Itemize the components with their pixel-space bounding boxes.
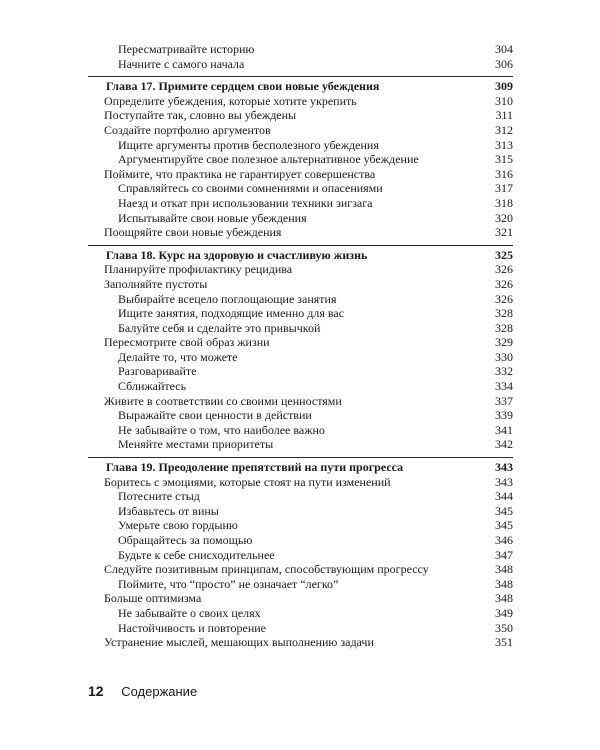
entry-title: Балуйте себя и сделайте это привычкой <box>118 320 321 335</box>
toc-entry <box>88 621 513 636</box>
entry-title: Меняйте местами приоритеты <box>118 437 274 452</box>
toc-entry <box>88 277 513 292</box>
page-ref: 317 <box>495 181 513 196</box>
toc-entry <box>88 196 513 211</box>
page-ref: 330 <box>495 349 513 364</box>
toc-entry <box>88 94 513 109</box>
page-ref: 350 <box>495 620 513 635</box>
toc-entry <box>88 518 513 533</box>
toc-entry <box>88 321 513 336</box>
toc-intro-entries <box>88 42 513 71</box>
page-ref: 310 <box>495 93 513 108</box>
chapter-header <box>88 245 513 263</box>
toc-entry <box>88 181 513 196</box>
entry-title: Аргументируйте свое полезное альтернативное убеждение <box>118 152 419 167</box>
entry-title: Выражайте свои ценности в действии <box>118 408 312 423</box>
page-ref: 341 <box>495 422 513 437</box>
entry-title: Будьте к себе снисходительнее <box>118 547 275 562</box>
page-ref: 348 <box>495 562 513 577</box>
entry-title: Настойчивость и повторение <box>118 620 267 635</box>
chapter-section <box>88 76 513 240</box>
page-ref: 304 <box>495 42 513 56</box>
entry-title: Поймите, что “просто” не означает “легко” <box>118 576 339 591</box>
toc-entry <box>88 57 513 72</box>
entry-title: Не забывайте о своих целях <box>118 605 261 620</box>
page-ref: 311 <box>495 108 513 123</box>
entry-title: Ищите аргументы против бесполезного убеждения <box>118 137 379 152</box>
page-ref: 337 <box>495 393 513 408</box>
page-ref: 326 <box>495 291 513 306</box>
toc-entry <box>88 379 513 394</box>
entry-title: Испытывайте свои новые убеждения <box>118 210 307 225</box>
page-ref: 316 <box>495 166 513 181</box>
entry-title: Делайте то, что можете <box>118 349 238 364</box>
toc-entry <box>88 475 513 490</box>
page-ref: 328 <box>495 320 513 335</box>
toc-entry <box>88 364 513 379</box>
toc-entry <box>88 42 513 57</box>
page-ref: 349 <box>495 605 513 620</box>
page-ref: 320 <box>495 210 513 225</box>
chapter-heading <box>88 248 513 263</box>
chapter-heading <box>88 460 513 475</box>
page-ref: 342 <box>495 437 513 452</box>
entry-title: Ищите занятия, подходящие именно для вас <box>118 306 345 321</box>
toc-entry <box>88 152 513 167</box>
toc-entry <box>88 533 513 548</box>
toc-entry <box>88 123 513 138</box>
page-footer <box>88 683 197 699</box>
page-ref: 326 <box>495 262 513 277</box>
page-ref: 347 <box>495 547 513 562</box>
chapter-title: Глава 19. Преодоление препятствий на пути прогресса <box>106 460 404 475</box>
toc-entry <box>88 489 513 504</box>
entry-title: Определите убеждения, которые хотите укрепить <box>104 93 357 108</box>
toc-entry <box>88 138 513 153</box>
page-ref: 329 <box>495 335 513 350</box>
page-ref: 306 <box>495 56 513 71</box>
page-ref: 339 <box>495 408 513 423</box>
page-ref: 315 <box>495 152 513 167</box>
entry-title: Начните с самого начала <box>118 56 245 71</box>
toc-entry <box>88 548 513 563</box>
page-ref: 321 <box>495 225 513 240</box>
toc-entry <box>88 262 513 277</box>
page-ref: 334 <box>495 379 513 394</box>
entry-title: Избавьтесь от вины <box>118 503 219 518</box>
toc-chapters <box>88 76 513 650</box>
toc-entry <box>88 211 513 226</box>
entry-title: Поступайте так, словно вы убеждены <box>104 108 297 123</box>
running-title: Содержание <box>121 684 198 699</box>
page-ref: 309 <box>495 79 513 94</box>
toc-entry <box>88 577 513 592</box>
page-ref: 345 <box>495 518 513 533</box>
page-ref: 348 <box>495 591 513 606</box>
table-of-contents <box>88 42 513 650</box>
entry-title: Заполняйте пустоты <box>104 276 208 291</box>
chapter-title: Глава 18. Курс на здоровую и счастливую жизнь <box>106 247 368 262</box>
page-ref: 343 <box>495 460 513 475</box>
page-ref: 313 <box>495 137 513 152</box>
entry-title: Умерьте свою гордыню <box>118 518 238 533</box>
entry-title: Пересмотрите свой образ жизни <box>104 335 270 350</box>
entry-title: Планируйте профилактику рецидива <box>104 262 293 277</box>
page-ref: 332 <box>495 364 513 379</box>
page-ref: 346 <box>495 533 513 547</box>
page-ref: 325 <box>495 247 513 262</box>
toc-entry <box>88 606 513 621</box>
toc-entry <box>88 335 513 350</box>
chapter-section <box>88 457 513 650</box>
toc-entry <box>88 394 513 409</box>
toc-entry <box>88 423 513 438</box>
entry-title: Обращайтесь за помощью <box>118 533 253 547</box>
toc-entry <box>88 167 513 182</box>
toc-entry <box>88 408 513 423</box>
entry-title: Создайте портфолио аргументов <box>104 122 271 137</box>
page-number: 12 <box>88 683 104 699</box>
chapter-heading <box>88 79 513 94</box>
toc-entry <box>88 437 513 452</box>
page-ref: 351 <box>495 635 513 650</box>
page-ref: 343 <box>495 474 513 489</box>
page-ref: 344 <box>495 489 513 504</box>
toc-entry <box>88 292 513 307</box>
entry-title: Сближайтесь <box>118 379 187 394</box>
page-ref: 318 <box>495 195 513 210</box>
entry-title: Поймите, что практика не гарантирует совершенства <box>104 166 376 181</box>
entry-title: Справляйтесь со своими сомнениями и опасениями <box>118 181 383 196</box>
entry-title: Боритесь с эмоциями, которые стоят на пути изменений <box>104 474 391 489</box>
entry-title: Разговаривайте <box>118 364 197 379</box>
chapter-header <box>88 457 513 475</box>
entry-title: Выбирайте всецело поглощающие занятия <box>118 291 337 306</box>
entry-title: Не забывайте о том, что наиболее важно <box>118 422 325 437</box>
page-ref: 328 <box>495 306 513 321</box>
chapter-header <box>88 76 513 94</box>
toc-entry <box>88 306 513 321</box>
chapter-title: Глава 17. Примите сердцем свои новые убеждения <box>106 79 380 94</box>
toc-entry <box>88 635 513 650</box>
toc-entry <box>88 225 513 240</box>
entry-title: Поощряйте свои новые убеждения <box>104 225 282 240</box>
page-ref: 348 <box>495 576 513 591</box>
page-ref: 345 <box>495 503 513 518</box>
entry-title: Пересматривайте историю <box>118 42 255 56</box>
entry-title: Живите в соответствии со своими ценностями <box>104 393 342 408</box>
toc-entry <box>88 350 513 365</box>
entry-title: Наезд и откат при использовании техники зигзага <box>118 195 373 210</box>
toc-entry <box>88 108 513 123</box>
toc-entry <box>88 504 513 519</box>
entry-title: Больше оптимизма <box>104 591 202 606</box>
entry-title: Следуйте позитивным принципам, способствующим прогрессу <box>104 562 429 577</box>
toc-entry <box>88 562 513 577</box>
page-ref: 312 <box>495 122 513 137</box>
toc-entry <box>88 591 513 606</box>
entry-title: Устранение мыслей, мешающих выполнению задачи <box>104 635 374 650</box>
entry-title: Потесните стыд <box>118 489 200 504</box>
page-ref: 326 <box>495 276 513 291</box>
chapter-section <box>88 245 513 452</box>
